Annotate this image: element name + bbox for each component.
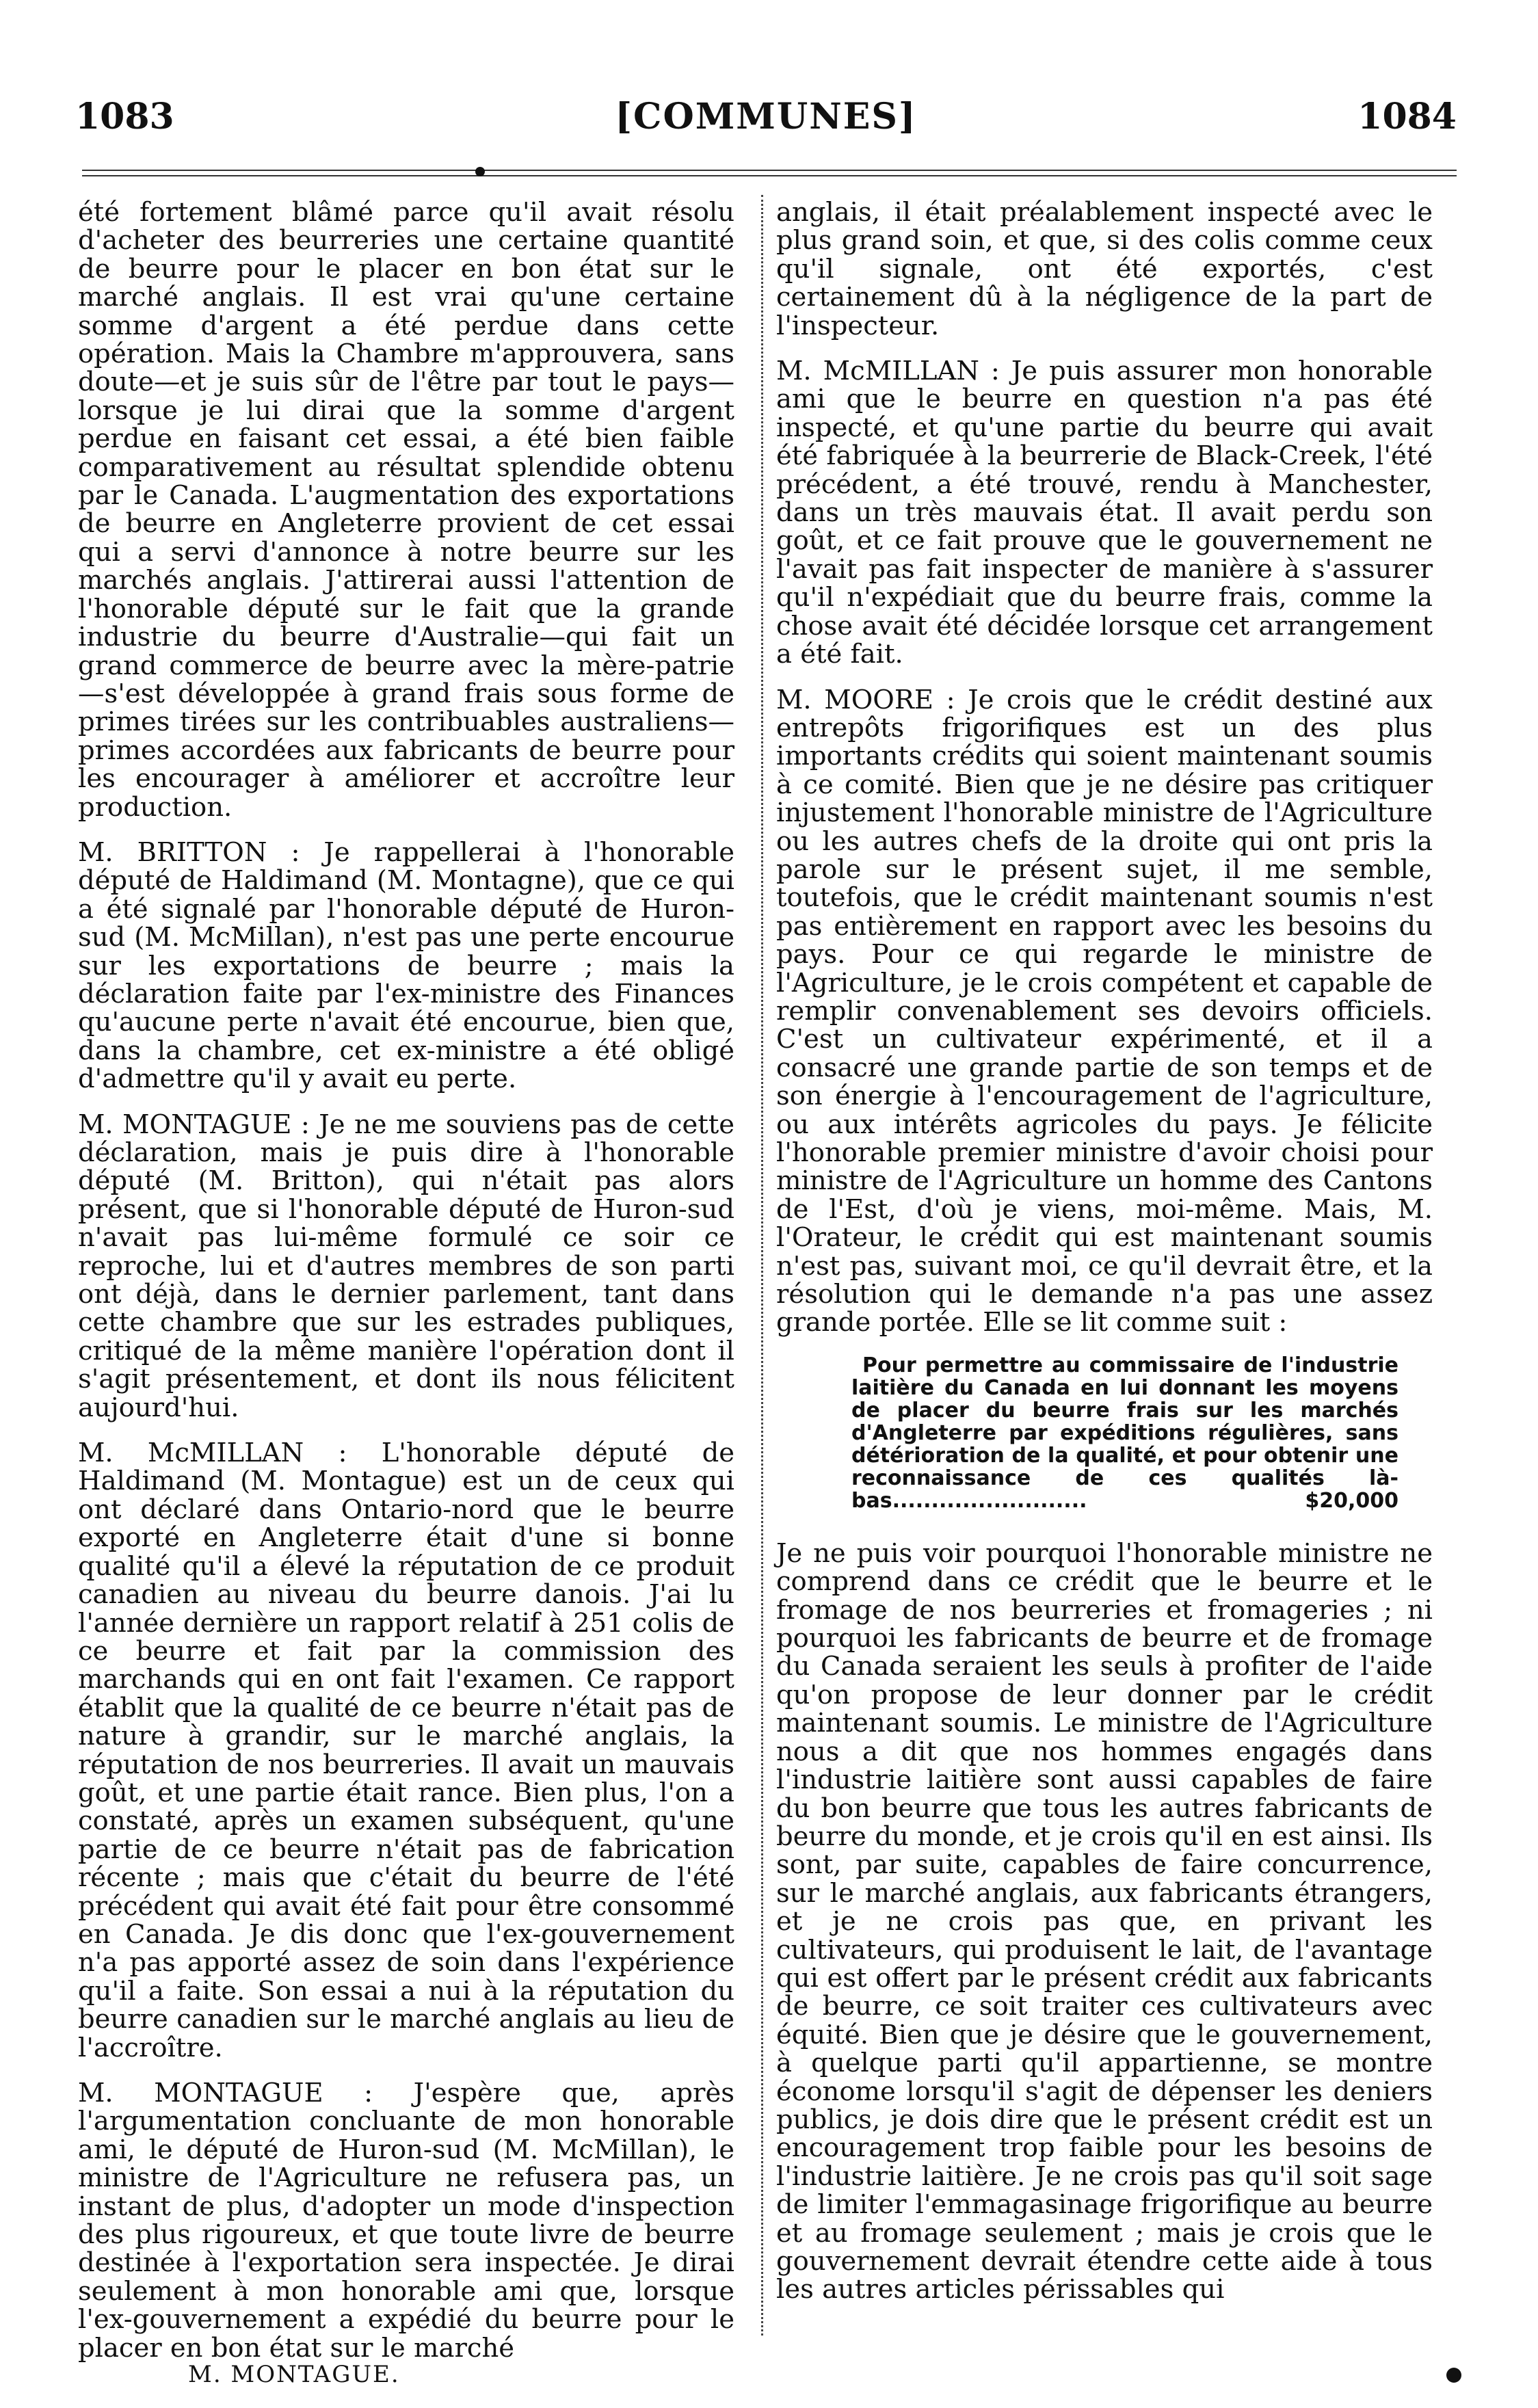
page-number-left: 1083 — [75, 96, 174, 137]
paragraph: M. McMILLAN : Je puis assurer mon honorable ami que le beurre en question n'a pas été inspecté, et qu'une partie du beurre qui avait été fabriquée à la beurrerie de Black-Creek, l'été précédent, a été trouvé, rendu à Manchester, dans un très mauvais état. Il avait perdu son goût, et ce fait prouve que le gouvernement ne l'avait pas fait inspecter de manière à s'assurer qu'il n'expédiait que du beurre frais, comme la chose avait été décidée lorsque cet arrangement a été fait. — [776, 356, 1433, 670]
motion-text: Pour permettre au commissaire de l'industrie laitière du Canada en lui donnant les moyens de placer du beurre frais sur les marchés d'Angleterre par expéditions régulières, sans détérioration de la qualité, et pour obtenir une reconnaissance de ces qualités là-bas......................... — [851, 1353, 1398, 1513]
paragraph: M. MONTAGUE : J'espère que, après l'argumentation concluante de mon honorable ami, le député de Huron-sud (M. McMillan), le ministre de l'Agriculture ne refusera pas, un instant de plus, d'adopter un mode d'inspection des plus rigoureux, et que toute livre de beurre destinée à l'exportation sera inspectée. Je dirai seulement à mon honorable ami que, lorsque l'ex-gouvernement a expédié du beurre pour le placer en bon état sur le marché — [78, 2078, 734, 2364]
page-number-right: 1084 — [1357, 96, 1457, 137]
paragraph: Je ne puis voir pourquoi l'honorable ministre ne comprend dans ce crédit que le beurre et le fromage de nos beurreries et fromageries ; ni pourquoi les fabricants de beurre et de fromage du Canada seraient les seuls à profiter de l'aide qu'on propose de leur donner par le crédit maintenant soumis. Le ministre de l'Agriculture nous a dit que nos hommes engagés dans l'industrie laitière sont aussi capables de faire du bon beurre que tous les autres fabricants de beurre du monde, et je crois qu'il en est ainsi. Ils sont, par suite, capables de faire concurrence, sur le marché anglais, aux fabricants étrangers, et je ne crois pas que, en privant les cultivateurs, qui produisent le lait, de l'avantage qui est offert par le présent crédit aux fabricants de beurre, ce soit traiter ces cultivateurs avec équité. Bien que je désire que le gouvernement, à quelque parti qu'il appartienne, se montre économe lorsqu'il s'agit de dépenser les deniers publics, je dois dire que le présent crédit est un encouragement trop faible pour les besoins de l'industrie laitière. Je ne crois pas qu'il soit sage de limiter l'emmagasinage frigorifique au beurre et au fromage seulement ; mais je crois que le gouvernement devrait étendre cette aide à tous les autres articles périssables qui — [776, 1537, 1433, 2305]
rule-ornament — [475, 167, 485, 176]
paragraph: M. McMILLAN : L'honorable député de Haldimand (M. Montague) est un de ceux qui ont déclaré dans Ontario-nord que le beurre exporté en Angleterre était d'une si bonne qualité qu'il a élevé la réputation de ce produit canadien au niveau du beurre danois. J'ai lu l'année dernière un rapport relatif à 251 colis de ce beurre et fait par la commission des marchands qui en ont fait l'examen. Ce rapport établit que la qualité de ce beurre n'était pas de nature à grandir, sur le marché anglais, la réputation de nos beurreries. Il avait un mauvais goût, et une partie était rance. Bien plus, l'on a constaté, après un examen subséquent, qu'une partie de ce beurre n'était pas de fabrication récente ; mais que c'était du beurre de l'été précédent qui avait été fait pour être consommé en Canada. Je dis donc que l'ex-gouvernement n'a pas apporté assez de soin dans l'expérience qu'il a faite. Son essai a nui à la réputation du beurre canadien sur le marché anglais au lieu de l'accroître. — [78, 1438, 734, 2063]
motion-amount: $20,000 — [1305, 1488, 1398, 1513]
footer-speaker-reference: M. MONTAGUE. — [188, 2361, 400, 2388]
paragraph: M. MOORE : Je crois que le crédit destiné aux entrepôts frigorifiques est un des plus importants crédits qui soient maintenant soumis à ce comité. Bien que je ne désire pas critiquer injustement l'honorable ministre de l'Agriculture ou les autres chefs de la droite qui ont pris la parole sur le présent sujet, il me semble, toutefois, que le crédit maintenant soumis n'est pas entièrement en rapport avec les besoins du pays. Pour ce qui regarde le ministre de l'Agriculture, je le crois compétent et capable de remplir convenablement ses devoirs officiels. C'est un cultivateur expérimenté, et il a consacré une grande partie de son temps et de son énergie à l'encouragement de l'agriculture, ou aux intérêts agricoles du pays. Je félicite l'honorable premier ministre d'avoir choisi pour ministre de l'Agriculture un homme des Cantons de l'Est, d'où je viens, moi-même. Mais, M. l'Orateur, le crédit qui est maintenant soumis n'est pas, suivant moi, ce qu'il devrait être, et la résolution qui le demande n'a pas une assez grande portée. Elle se lit comme suit : — [776, 684, 1433, 1338]
column-divider — [761, 195, 763, 2336]
paragraph: anglais, il était préalablement inspecté avec le plus grand soin, et que, si des colis comme ceux qu'il signale, ont été exportés, c'est certainement dû à la négligence de la part de l'inspecteur. — [776, 197, 1433, 341]
left-column — [78, 198, 734, 2379]
header-title: [COMMUNES] — [615, 96, 917, 137]
footer-ornament — [1446, 2368, 1461, 2383]
paragraph: M. MONTAGUE : Je ne me souviens pas de cette déclaration, mais je puis dire à l'honorable député (M. Britton), qui n'était pas alors présent, que si l'honorable député de Huron-sud n'avait pas lui-même formulé ce soir ce reproche, lui et d'autres membres de son parti ont déjà, dans le dernier parlement, tant dans cette chambre que sur les estrades publiques, critiqué de la même manière l'opération dont il s'agit présentement, et dont ils nous félicitent aujourd'hui. — [78, 1109, 734, 1423]
right-column — [776, 198, 1433, 2321]
header-rule — [82, 170, 1457, 176]
paragraph: été fortement blâmé parce qu'il avait résolu d'acheter des beurreries une certaine quantité de beurre pour le placer en bon état sur le marché anglais. Il est vrai qu'une certaine somme d'argent a été perdue dans cette opération. Mais la Chambre m'approuvera, sans doute—et je suis sûr de l'être par tout le pays—lorsque je lui dirai que la somme d'argent perdue en faisant cet essai, a été bien faible comparativement au résultat splendide obtenu par le Canada. L'augmentation des exportations de beurre en Angleterre provient de cet essai qui a servi d'annonce à notre beurre sur les marchés anglais. J'attirerai aussi l'attention de l'honorable député sur le fait que la grande industrie du beurre d'Australie—qui fait un grand commerce de beurre avec la mère-patrie—s'est développée à grand frais sous forme de primes tirées sur les contribuables australiens—primes accordées aux fabricants de beurre pour les encourager à améliorer et accroître leur production. — [78, 197, 734, 823]
paragraph: M. BRITTON : Je rappellerai à l'honorable député de Haldimand (M. Montagne), que ce qui a été signalé par l'honorable député de Huron-sud (M. McMillan), n'est pas une perte encourue sur les exportations de beurre ; mais la déclaration faite par l'ex-ministre des Finances qu'aucune perte n'avait été encourue, bien que, dans la chambre, cet ex-ministre a été obligé d'admettre qu'il y avait eu perte. — [78, 836, 734, 1095]
motion-resolution — [851, 1354, 1398, 1512]
page-header — [75, 82, 1457, 144]
